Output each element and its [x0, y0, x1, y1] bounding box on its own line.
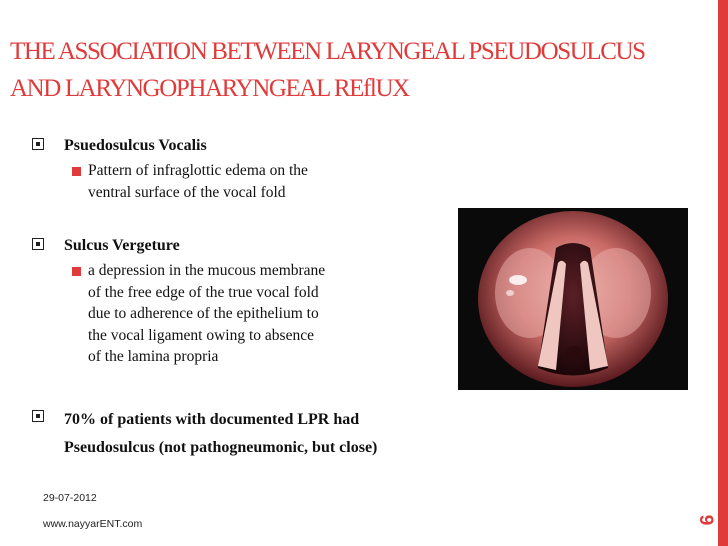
sub-bullet-line: a depression in the mucous membrane	[88, 262, 326, 279]
slide-title	[10, 33, 700, 107]
checkbox-bullet-icon	[32, 238, 44, 250]
checkbox-bullet-icon	[32, 410, 44, 422]
square-bullet-icon	[72, 167, 81, 176]
sub-bullet-line: Pattern of infraglottic edema on the	[88, 162, 308, 179]
right-accent-bar	[718, 0, 728, 546]
bullet-heading: Sulcus Vergeture	[64, 237, 180, 254]
footer-website: www.nayyarENT.com	[43, 518, 143, 530]
laryngoscopy-image	[458, 208, 688, 390]
sub-bullet-line: of the lamina propria	[88, 348, 219, 365]
bullet-sulcus-vergeture	[32, 234, 452, 368]
bullet-lpr-statistic	[32, 406, 452, 462]
bullet-heading-line-1: 70% of patients with documented LPR had	[64, 411, 360, 428]
sub-bullet-line: of the free edge of the true vocal fold	[88, 283, 319, 301]
footer-date: 29-07-2012	[43, 492, 97, 504]
bullet-psuedosulcus-vocalis	[32, 134, 452, 203]
sub-bullet	[72, 260, 452, 368]
sub-bullet	[72, 160, 452, 203]
checkbox-bullet-icon	[32, 138, 44, 150]
sub-bullet-line: the vocal ligament owing to absence	[88, 326, 314, 344]
bullet-heading-line-2: Pseudosulcus (not pathogneumonic, but close)	[64, 439, 378, 456]
sub-bullet-line: due to adherence of the epithelium to	[88, 305, 319, 322]
slide-title-line-1: THE ASSOCIATION BETWEEN LARYNGEAL PSEUDOSULCUS	[10, 38, 645, 65]
page-number: 9	[695, 514, 716, 526]
slide-title-line-2: AND LARYNGOPHARYNGEAL REflUX	[10, 75, 409, 102]
endoscopic-larynx-illustration	[458, 208, 688, 390]
sub-bullet-line: ventral surface of the vocal fold	[88, 183, 286, 201]
square-bullet-icon	[72, 267, 81, 276]
bullet-heading: Psuedosulcus Vocalis	[64, 137, 207, 154]
